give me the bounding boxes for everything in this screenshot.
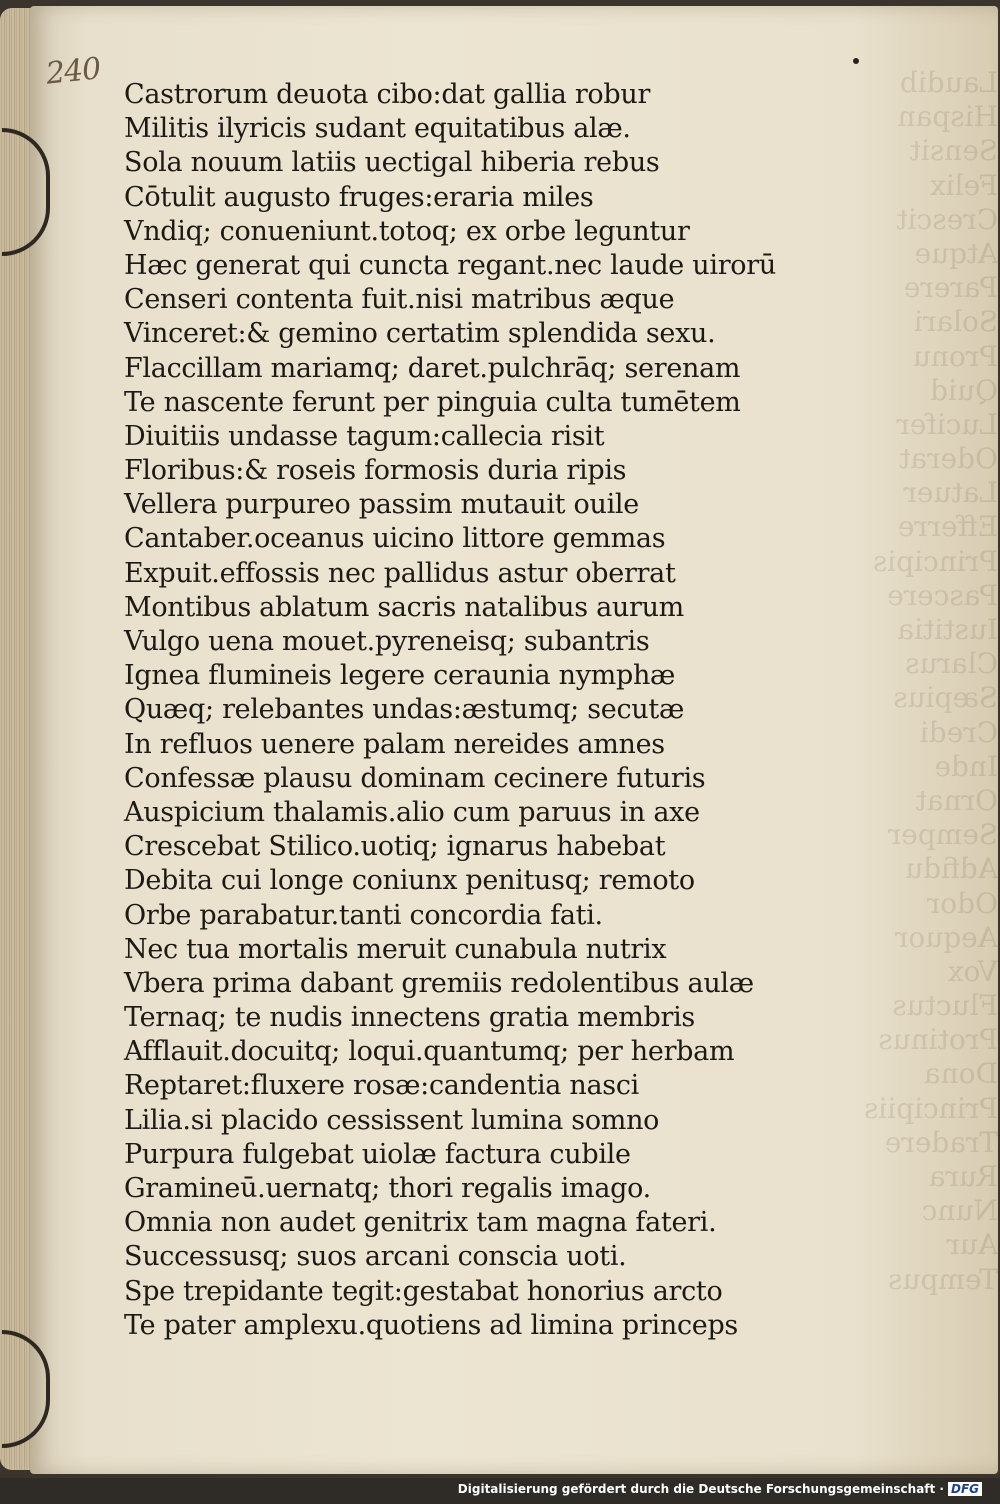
verse-line: Vbera prima dabant gremiis redolentibus aulæ	[124, 967, 754, 999]
verse-line: Cōtulit augusto fruges:eraria miles	[124, 181, 594, 213]
bleed-line: Dona	[923, 1057, 998, 1091]
bleed-line: Semper	[887, 818, 998, 852]
verse-line: Diuitiis undasse tagum:callecia risit	[124, 420, 605, 452]
verse-line: Afflauit.docuitq; loqui.quantumq; per herbam	[124, 1036, 735, 1068]
bleed-line: Oderat	[899, 442, 998, 476]
bleed-line: Latuer	[903, 476, 998, 510]
verse-line: Orbe parabatur.tanti concordia fati.	[124, 899, 603, 931]
verse-line: Purpura fulgebat uiolæ factura cubile	[124, 1138, 631, 1170]
verse-line: Censeri contenta fuit.nisi matribus æque	[124, 284, 675, 316]
verse-line: Vinceret:& gemino certatim splendida sexu.	[124, 318, 716, 350]
verse-line: Cantaber.oceanus uicino littore gemmas	[124, 523, 666, 555]
verse-line: Castrorum deuota cibo:dat gallia robur	[124, 79, 651, 110]
bleed-line: Adfidu	[905, 852, 998, 886]
verse-line: Militis ilyricis sudant equitatibus alæ.	[124, 113, 631, 145]
bleed-line: Clarus	[905, 647, 998, 681]
verse-line: Montibus ablatum sacris natalibus aurum	[124, 591, 684, 623]
bleed-line: Nunc	[921, 1194, 998, 1228]
verse-block	[124, 78, 884, 1343]
verse-line: Te nascente ferunt per pinguia culta tumētem	[124, 386, 741, 418]
bleed-line: Sæpius	[893, 681, 998, 715]
bleed-line: Atque	[914, 236, 998, 270]
bleed-line: Fluctus	[892, 989, 998, 1023]
ink-dot	[853, 58, 859, 64]
bleed-line: Lucifer	[896, 407, 998, 441]
verse-line: Gramineū.uernatq; thori regalis imago.	[124, 1173, 651, 1204]
verse-line: Debita cui longe coniunx penitusq; remoto	[124, 865, 695, 897]
verse-line: Auspicium thalamis.alio cum paruus in axe	[124, 796, 700, 828]
verse-line: Sola nouum latiis uectigal hiberia rebus	[124, 147, 660, 179]
bleed-line: Principis	[872, 544, 998, 578]
folio-number: 240	[44, 51, 102, 92]
bleed-line: Tradere	[884, 1125, 998, 1159]
bleed-line: Aequor	[895, 920, 998, 954]
bleed-line: Pronu	[912, 339, 998, 373]
dfg-logo: DFG	[948, 1482, 982, 1496]
bleed-line: Tempus	[888, 1262, 998, 1296]
bleed-line: Credi	[919, 715, 998, 749]
verse-line: Successusq; suos arcani conscia uoti.	[124, 1241, 627, 1273]
credit-text: Digitalisierung gefördert durch die Deutsche Forschungsgemeinschaft ·	[457, 1482, 944, 1496]
bleed-line: Crescit	[896, 202, 998, 236]
bleed-line: Vox	[947, 954, 998, 988]
verse-line: Ignea flumineis legere ceraunia nymphæ	[124, 660, 676, 692]
verse-line: Crescebat Stilico.uotiq; ignarus habebat	[124, 831, 666, 863]
bleed-line: Quid	[930, 373, 998, 407]
bleed-line: Ornat	[915, 783, 998, 817]
digitization-credit	[458, 1482, 982, 1496]
bleed-line: Protinus	[878, 1023, 998, 1057]
bleed-line: Parere	[903, 271, 998, 305]
bleed-line: Hispan	[897, 100, 998, 134]
bleed-line: Laudib	[899, 66, 998, 99]
verse-line: Floribus:& roseis formosis duria ripis	[124, 455, 627, 487]
bleed-line: Aur	[946, 1228, 998, 1262]
bleed-line: Felix	[929, 168, 998, 202]
verse-line: Nec tua mortalis meruit cunabula nutrix	[124, 933, 667, 965]
bleed-line: Principiis	[863, 1091, 998, 1125]
bleed-line: Rura	[928, 1160, 998, 1193]
bleed-line: Iustitia	[897, 613, 998, 646]
bleed-line: Pascere	[887, 578, 998, 612]
verse-line: Spe trepidante tegit:gestabat honorius arcto	[124, 1275, 723, 1307]
verse-line: Hæc generat qui cuncta regant.nec laude uirorū	[124, 249, 776, 281]
verse-line: In refluos uenere palam nereides amnes	[124, 728, 665, 760]
bleed-line: Inde	[934, 749, 998, 783]
verse-line: Reptaret:fluxere rosæ:candentia nasci	[124, 1070, 639, 1102]
bleed-line: Odor	[926, 886, 998, 920]
verse-line: Ternaq; te nudis innectens gratia membris	[124, 1002, 695, 1034]
verse-line: Vndiq; conueniunt.totoq; ex orbe leguntur	[124, 215, 690, 247]
verse-line: Confessæ plausu dominam cecinere futuris	[124, 762, 706, 794]
bleed-line: Efferre	[897, 510, 998, 544]
verse-line: Vellera purpureo passim mutauit ouile	[124, 489, 639, 521]
verse-line: Omnia non audet genitrix tam magna fateri.	[124, 1207, 717, 1239]
verse-line: Te pater amplexu.quotiens ad limina princeps	[124, 1309, 738, 1341]
verse-line: Vulgo uena mouet.pyreneisq; subantris	[124, 626, 650, 657]
verse-line: Quæq; relebantes undas:æstumq; secutæ	[124, 694, 685, 726]
verse-line: Expuit.effossis nec pallidus astur oberrat	[124, 557, 676, 589]
bleed-line: Solari	[913, 305, 998, 339]
verse-line: Flaccillam mariamq; daret.pulchrāq; serenam	[124, 352, 741, 384]
verse-line: Lilia.si placido cessissent lumina somno	[124, 1104, 660, 1136]
bleed-line: Sensit	[909, 134, 998, 168]
